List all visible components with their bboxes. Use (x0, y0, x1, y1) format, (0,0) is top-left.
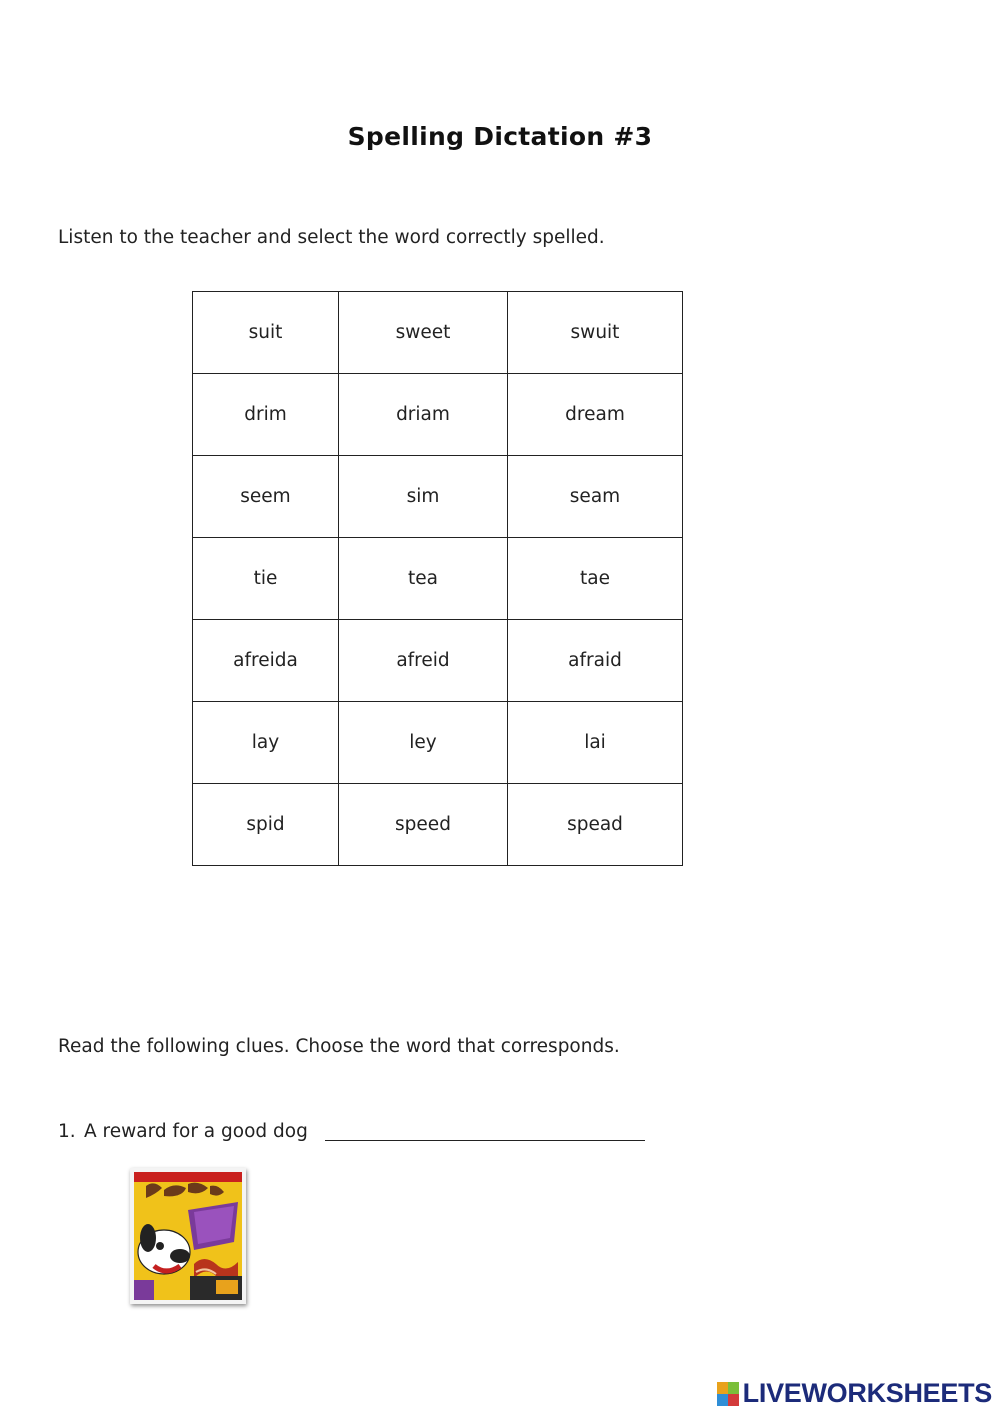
dog-treat-package-icon (130, 1168, 246, 1304)
word-choice-table (192, 291, 683, 866)
clue-text: A reward for a good dog (84, 1121, 308, 1142)
word-choice-cell[interactable]: dream (508, 374, 683, 456)
clue-item (58, 1121, 308, 1142)
word-choice-cell[interactable]: afraid (508, 620, 683, 702)
table-row (193, 374, 683, 456)
word-choice-cell[interactable]: afreid (339, 620, 508, 702)
table-row (193, 702, 683, 784)
table-row (193, 784, 683, 866)
table-row (193, 292, 683, 374)
word-choice-cell[interactable]: sweet (339, 292, 508, 374)
table-row (193, 538, 683, 620)
word-choice-cell[interactable]: lai (508, 702, 683, 784)
word-choice-cell[interactable]: tie (193, 538, 339, 620)
word-choice-cell[interactable]: afreida (193, 620, 339, 702)
word-choice-cell[interactable]: spead (508, 784, 683, 866)
word-choice-cell[interactable]: ley (339, 702, 508, 784)
word-choice-cell[interactable]: tea (339, 538, 508, 620)
instruction-select-word: Listen to the teacher and select the word correctly spelled. (58, 227, 605, 248)
word-choice-cell[interactable]: tae (508, 538, 683, 620)
word-choice-cell[interactable]: driam (339, 374, 508, 456)
brand-wordmark: LIVEWORKSHEETS (742, 1378, 992, 1408)
liveworksheets-logo-icon (717, 1382, 739, 1406)
word-choice-cell[interactable]: swuit (508, 292, 683, 374)
clue-number: 1. (58, 1121, 76, 1142)
page-title: Spelling Dictation #3 (347, 122, 653, 151)
word-choice-cell[interactable]: seem (193, 456, 339, 538)
liveworksheets-brand (717, 1378, 992, 1409)
word-choice-cell[interactable]: suit (193, 292, 339, 374)
table-row (193, 620, 683, 702)
word-choice-cell[interactable]: spid (193, 784, 339, 866)
table-row (193, 456, 683, 538)
word-choice-cell[interactable]: drim (193, 374, 339, 456)
clue-answer-input[interactable] (325, 1112, 649, 1142)
word-choice-cell[interactable]: lay (193, 702, 339, 784)
word-choice-cell[interactable]: seam (508, 456, 683, 538)
word-choice-cell[interactable]: speed (339, 784, 508, 866)
word-choice-cell[interactable]: sim (339, 456, 508, 538)
instruction-clues: Read the following clues. Choose the word that corresponds. (58, 1036, 620, 1057)
